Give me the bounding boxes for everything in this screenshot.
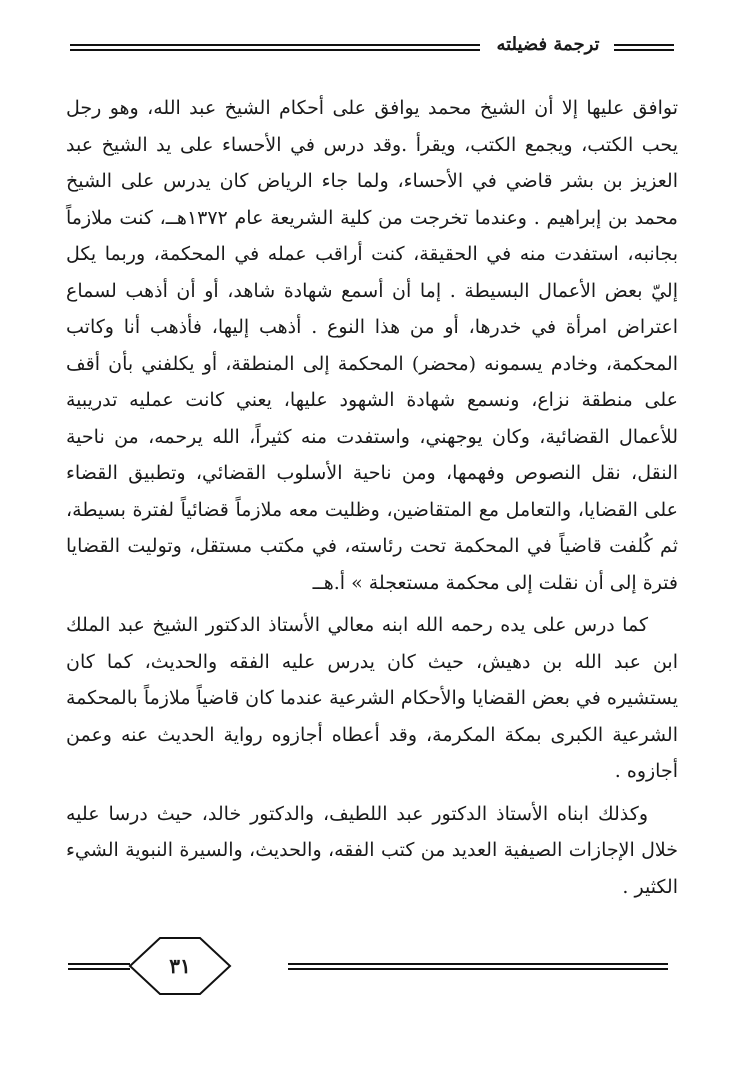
running-header — [70, 34, 674, 64]
page-body — [66, 90, 678, 905]
footer-rule-left — [68, 963, 130, 970]
paragraph-2: كما درس على يده رحمه الله ابنه معالي الأستاذ الدكتور الشيخ عبد الملك ابن عبد الله بن دهيش، حيث كان يدرس عليه الفقه والحديث، كما كان يستشيره في بعض القضايا والأحكام الشرعية عندما كان قاضياً ملازماً بالمحكمة الشرعية الكبرى بمكة المكرمة، وقد أعطاه أجازوه رواية الحديث عنه وعمن أجازوه . — [66, 614, 678, 782]
footer-rule-right — [288, 963, 668, 970]
header-rule-short — [614, 44, 674, 51]
paragraph-3: وكذلك ابناه الأستاذ الدكتور عبد اللطيف، والدكتور خالد، حيث درسا عليه خلال الإجازات الصيفية العديد من كتب الفقه، والحديث، والسيرة النبوية الشيء الكثير . — [66, 802, 678, 898]
page-footer — [68, 936, 668, 996]
header-rule-long — [70, 44, 480, 51]
paragraph-1: توافق عليها إلا أن الشيخ محمد يوافق على أحكام الشيخ عبد الله، وهو رجل يحب الكتب، ويجمع الكتب، ويقرأ .وقد درس في الأحساء على يد الشيخ عبد العزيز بن بشر قاضي في الأحساء، ولما جاء الرياض كان يدرس على الشيخ محمد بن إبراهيم . وعندما تخرجت من كلية الشريعة عام ١٣٧٢هــ، كنت ملازماً بجانبه، استفدت منه في الحقيقة، كنت أراقب عمله في المحكمة، وربما يكل إليّ بعض الأعمال البسيطة . إما أن أسمع شهادة شاهد، أو أن أذهب لسماع اعتراض امرأة في خدرها، أو من هذا النوع . أذهب إليها، فأذهب أنا وكاتب المحكمة، وخادم يسمونه (محضر) المحكمة إلى المنطقة، أو يكلفني بأن أقف على منطقة نزاع، ونسمع شهادة الشهود عليها، يعني كانت عمليه تدريبية للأعمال القضائية، وكان يوجهني، واستفدت منه كثيراً، الله يرحمه، من ناحية النقل، نقل النصوص وفهمها، ومن ناحية الأسلوب القضائي، وتطبيق القضاء على القضايا، والتعامل مع المتقاضين، وظليت معه ملازماً قضائياً لفترة بسيطة، ثم كُلفت قاضياً في المحكمة تحت رئاسته، في مكتب مستقل، وتوليت القضايا فترة إلى أن نقلت إلى محكمة مستعجلة » أ.هــ — [66, 97, 678, 594]
page-number: ٣١ — [169, 954, 191, 978]
header-title: ترجمة فضيلته — [496, 34, 600, 55]
